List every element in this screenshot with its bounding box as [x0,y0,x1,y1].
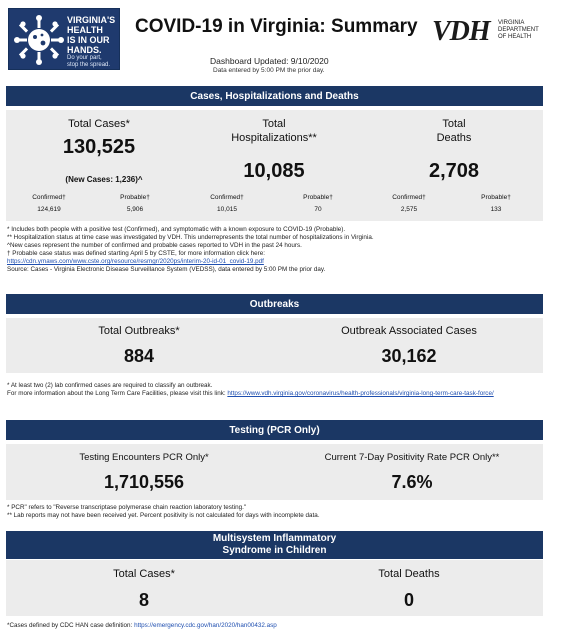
data-source-note: Source: Cases - Virginia Electronic Disease Surveillance System (VEDSS), data entered by 5:00 PM the prior day. [7,266,326,273]
vdh-logo-subtitle [498,20,558,41]
deaths-label-line1: Total [442,118,466,130]
testing-encounters-label: Testing Encounters PCR Only* [79,452,209,463]
mis-total-cases-label: Total Cases* [113,568,175,580]
cases-footnotes [7,226,547,274]
logo-tag-2: stop the spread. [67,62,111,68]
page-title: COVID-19 in Virginia: Summary [135,16,418,37]
mis-total-deaths-label: Total Deaths [378,568,440,580]
hospitalizations-value: 10,085 [243,160,305,182]
hosp-confirmed-value: 10,015 [217,206,237,213]
section-header-testing: Testing (PCR Only) [6,420,543,440]
footnote-line: * At least two (2) lab confirmed cases are required to classify an outbreak. [7,382,213,389]
logo-line-4: HANDS. [67,45,102,55]
mis-c-panel [6,560,543,616]
mis-title-line2: Syndrome in Children [222,545,327,556]
outbreaks-panel [6,318,543,373]
vdh-sub-3: OF HEALTH [498,34,532,40]
hospitalizations-label-line2: Hospitalizations** [231,132,317,144]
hosp-probable-label: Probable† [303,194,333,201]
footnote-line: ** Hospitalization status at time case was investigated by VDH. This underrepresents the total number of hospitalizations in Virginia. [7,234,374,241]
footnote-line: ** Lab reports may not have been received yet. Percent positivity is not calculated for days with incomplete data. [7,512,320,519]
logo-tagline [67,55,121,69]
section-header-mis-c [6,531,543,559]
hospitalizations-label-line1: Total [262,118,286,130]
vdh-campaign-logo [8,8,120,70]
vdh-logo: VDH [432,16,490,47]
logo-text [67,15,119,55]
cases-panel [6,110,543,221]
deaths-value: 2,708 [428,160,480,182]
cases-confirmed-value: 124,619 [37,206,61,213]
footnote-line: † Probable case status was defined starting April 5 by CSTE, for more information click here: [7,250,265,257]
data-entered-note: Data entered by 5:00 PM the prior day. [213,67,325,74]
total-cases-label: Total Cases* [68,118,130,130]
cdc-han-link[interactable]: https://emergency.cdc.gov/han/2020/han00432.asp [134,622,277,629]
positivity-rate-value: 7.6% [391,472,433,492]
virus-hands-icon [13,13,65,67]
cases-probable-label: Probable† [120,194,150,201]
footnote-line: * PCR" refers to "Reverse transcriptase polymerase chain reaction laboratory testing." [7,504,247,511]
mis-total-cases-value: 8 [138,590,149,610]
hosp-confirmed-label: Confirmed† [210,194,244,201]
mis-footnote [7,622,547,630]
logo-line-3: IS IN OUR [67,35,110,45]
section-header-cases: Cases, Hospitalizations and Deaths [6,86,543,106]
outbreak-cases-value: 30,162 [381,346,437,366]
deaths-probable-label: Probable† [481,194,511,201]
logo-tag-1: Do your part, [67,55,102,61]
testing-panel [6,444,543,500]
mis-total-deaths-value: 0 [403,590,414,610]
dashboard-updated: Dashboard Updated: 9/10/2020 [210,56,329,66]
footnote-line: For more information about the Long Term Care Facilities, please visit this link: [7,390,228,397]
cste-probable-link[interactable]: https://cdn.ymaws.com/www.cste.org/resource/resmgr/2020ps/interim-20-id-01_covid-19.pdf [7,258,264,265]
deaths-confirmed-value: 2,575 [400,206,418,213]
footnote-line: *Cases defined by CDC HAN case definition: [7,622,135,629]
deaths-probable-value: 133 [490,206,502,213]
total-cases-value: 130,525 [62,136,136,158]
testing-footnotes [7,504,547,520]
outbreak-cases-label: Outbreak Associated Cases [341,325,477,337]
ltc-task-force-link[interactable]: https://www.vdh.virginia.gov/coronavirus/health-professionals/virginia-long-term-care-task-force/ [227,390,494,397]
total-outbreaks-label: Total Outbreaks* [98,325,180,337]
hosp-probable-value: 70 [314,206,322,213]
logo-line-2: HEALTH [67,25,103,35]
outbreaks-footnotes [7,382,547,398]
new-cases: (New Cases: 1,236)^ [65,175,143,184]
cases-confirmed-label: Confirmed† [32,194,66,201]
total-outbreaks-value: 884 [123,346,155,366]
deaths-confirmed-label: Confirmed† [392,194,426,201]
section-header-outbreaks: Outbreaks [6,294,543,314]
vdh-sub-2: DEPARTMENT [498,27,539,33]
footnote-line: * Includes both people with a positive test (Confirmed), and symptomatic with a known exposure to COVID-19 (Probable). [7,226,346,233]
testing-encounters-value: 1,710,556 [103,472,185,492]
deaths-label-line2: Deaths [436,132,472,144]
footnote-line: ^New cases represent the number of confirmed and probable cases reported to VDH in the past 24 hours. [7,242,302,249]
vdh-sub-1: VIRGINIA [498,20,525,26]
logo-line-1: VIRGINIA'S [67,15,116,25]
mis-title-line1: Multisystem Inflammatory [212,533,337,544]
positivity-rate-label: Current 7-Day Positivity Rate PCR Only** [324,452,500,463]
cases-probable-value: 5,906 [126,206,144,213]
